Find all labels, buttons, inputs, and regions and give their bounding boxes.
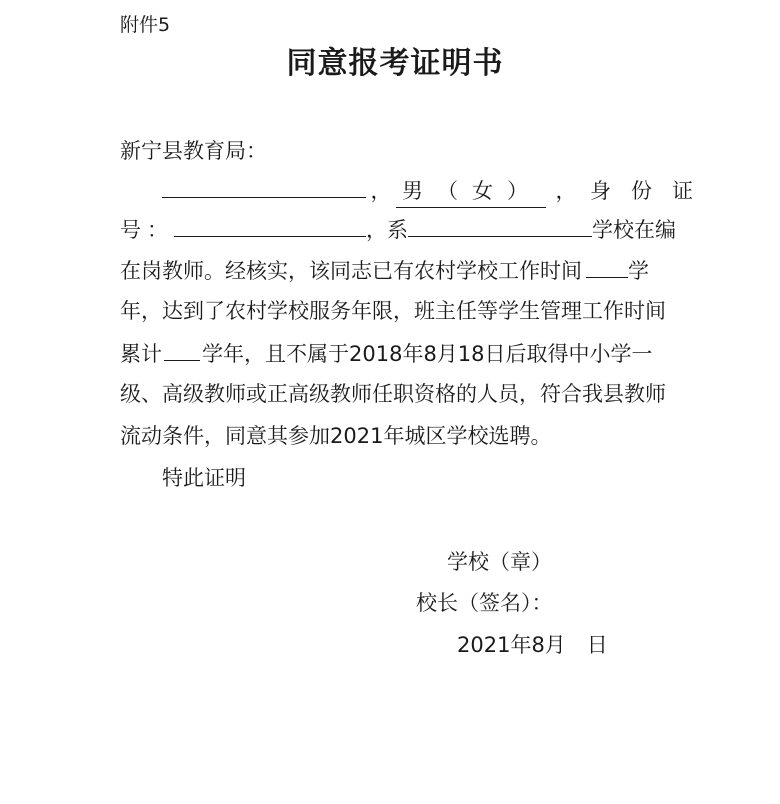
id-number-blank (174, 214, 366, 237)
line-5 (120, 338, 653, 369)
line-5-suffix: 学年，且不属于2018年8月18日后取得中小学一 (202, 342, 653, 366)
attachment-label: 附件5 (120, 14, 171, 36)
certify-statement: 特此证明 (162, 466, 246, 490)
line-id-school (120, 214, 676, 245)
line-7: 流动条件，同意其参加2021年城区学校选聘。 (120, 424, 552, 448)
management-years-blank (164, 338, 200, 361)
rural-years-blank (586, 255, 628, 278)
principal-signature-label: 校长（签名）： (416, 591, 553, 615)
salutation: 新宁县教育局： (120, 139, 267, 163)
document-title: 同意报考证明书 (286, 46, 504, 81)
school-name-blank (408, 214, 592, 237)
school-conjunction: ，系 (366, 218, 408, 242)
gender-field: 男（女） (396, 176, 546, 208)
line-5-prefix: 累计 (120, 342, 162, 366)
line-name-gender (162, 175, 713, 208)
name-blank (162, 175, 366, 198)
line-6: 级、高级教师或正高级教师任职资格的人员，符合我县教师 (120, 382, 666, 406)
line-3-unit: 学 (628, 259, 649, 283)
id-label-end: 号： (120, 218, 174, 242)
comma-2: ， (555, 179, 577, 203)
id-label: 身份证 (590, 179, 713, 203)
school-suffix: 学校在编 (592, 218, 676, 242)
line-3 (120, 255, 649, 286)
comma-1: ， (370, 179, 392, 203)
line-3-text: 在岗教师。经核实，该同志已有农村学校工作时间 (120, 259, 582, 283)
line-4: 年，达到了农村学校服务年限，班主任等学生管理工作时间 (120, 299, 666, 323)
school-seal-label: 学校（章） (447, 550, 552, 574)
date-label: 2021年8月 日 (457, 633, 608, 657)
